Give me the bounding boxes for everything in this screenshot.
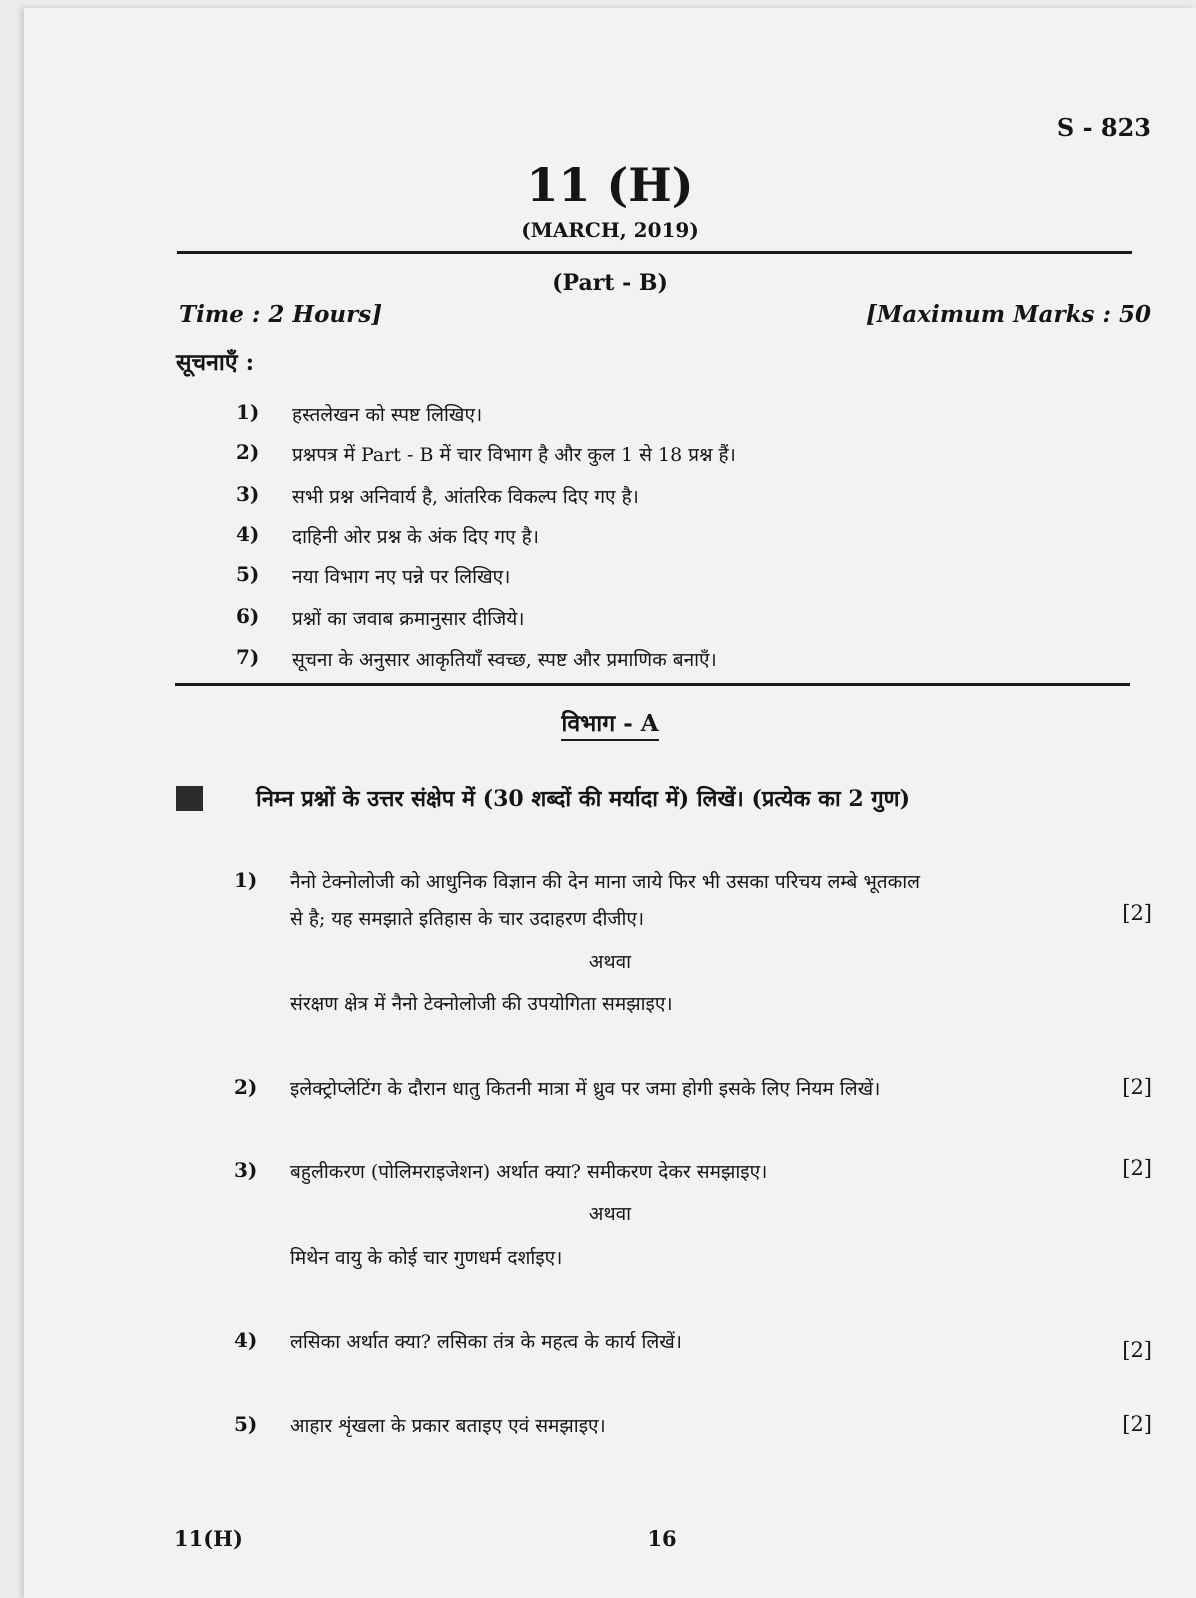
exam-page: S - 823 11 (H) (MARCH, 2019) (Part - B) Time : 2 Hours] [Maximum Marks : 50 सूचनाएँ : 1) हस्तलेखन को स्पष्ट लिखिए। 2) प्रश्नपत्र में Part - B में चार विभाग है और कुल 1 से 18 प्रश्न हैं। 3) सभी प्रश्न अनिवार्य है, आंतरिक विकल्प दिए गए है। 4) दाहिनी ओर प्रश्न के अंक दिए गए है। 5) नया विभाग नए पन्ने पर लिखिए। 6) प्रश्नों का जवाब क्रमानुसार दीजिये। 7) सूचना के अनुसार आकृतियाँ स्वच्छ, स्पष्ट और प्रमाणिक बनाएँ। विभाग - A निम्न प्रश्नों के उत्तर संक्षेप में (30 शब्दों की मर्यादा में) लिखें। (प्रत्येक का 2 गुण) 1) नैनो टेक्नोलोजी को आधुनिक विज्ञान की देन माना जाये फिर भी उसका परिचय लम्बे भूतकाल से है; यह समझाते इतिहास के चार उदाहरण दीजीए। [2] अथवा संरक्षण क्षेत्र में नैनो टेक्नोलोजी की उपयोगिता समझाइए। 2) इलेक्ट्रोप्लेटिंग के दौरान धातु कितनी मात्रा में ध्रुव पर जमा होगी इसके लिए नियम लिखें। [2] 3) बहुलीकरण (पोलिमराइजेशन) अर्थात क्या? समीकरण देकर समझाइए। [2] अथवा मिथेन वायु के कोई चार गुणधर्म दर्शाइए। 4) लसिका अर्थात क्या? लसिका तंत्र के महत्व के कार्य लिखें। [2] 5) आहार शृंखला के प्रकार बताइए एवं समझाइए। [2] 11(H) 16 (24, 8, 1196, 1598)
time-allowed: Time : 2 Hours] (179, 301, 383, 328)
instructions-rule (175, 683, 1130, 686)
section-directive: निम्न प्रश्नों के उत्तर संक्षेप में (30 शब्दों की मर्यादा में) लिखें। (प्रत्येक का 2 गुण) (256, 786, 910, 812)
part-label: (Part - B) (552, 270, 668, 296)
question-marks: [2] (1122, 1412, 1152, 1436)
header-rule (177, 251, 1132, 254)
question-marks: [2] (1122, 901, 1152, 925)
question-marks: [2] (1122, 1156, 1152, 1180)
or-separator: अथवा (588, 951, 632, 973)
page-number: 16 (647, 1526, 677, 1551)
question-marks: [2] (1122, 1338, 1152, 1362)
maximum-marks: [Maximum Marks : 50 (866, 301, 1151, 328)
or-separator: अथवा (588, 1203, 632, 1225)
bullet-square (176, 786, 203, 811)
footer-code: 11(H) (174, 1526, 243, 1551)
paper-code: S - 823 (1056, 113, 1151, 142)
section-title: विभाग - A (24, 706, 1196, 738)
instructions-title: सूचनाएँ : (176, 349, 255, 376)
page-title: 11 (H) (526, 158, 694, 212)
exam-date: (MARCH, 2019) (521, 218, 699, 242)
question-marks: [2] (1122, 1075, 1152, 1099)
